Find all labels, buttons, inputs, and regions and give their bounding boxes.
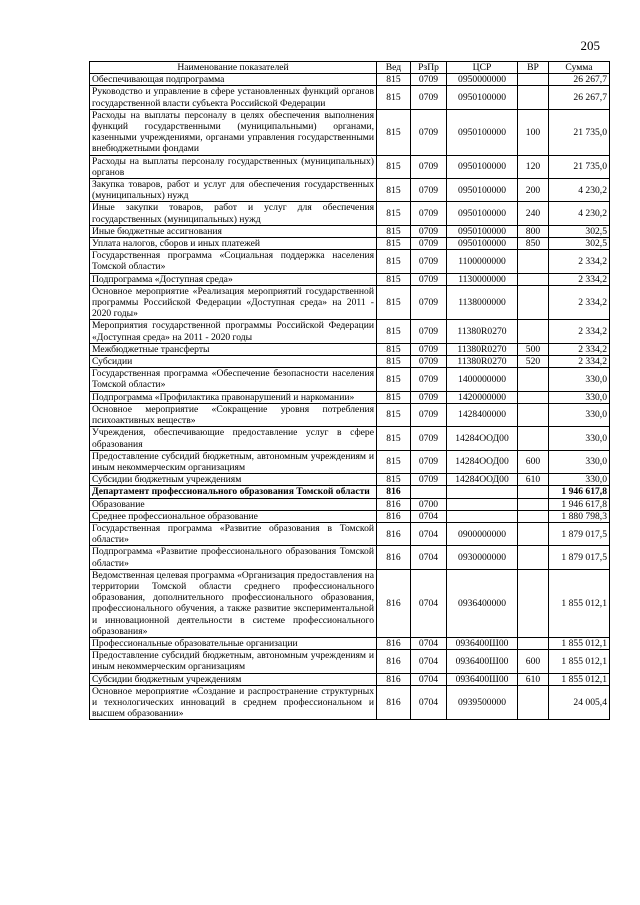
row-ved: 815 [377, 356, 411, 368]
row-ved: 816 [377, 510, 411, 522]
row-csr: 0950100000 [447, 238, 518, 250]
row-name: Подпрограмма «Доступная среда» [90, 273, 377, 285]
row-sum: 21 735,0 [549, 109, 610, 155]
row-sum: 2 334,2 [549, 320, 610, 343]
row-csr: 1100000000 [447, 250, 518, 273]
row-ved: 815 [377, 368, 411, 391]
row-sum: 1 855 012,1 [549, 569, 610, 637]
row-csr: 0936400Ш00 [447, 637, 518, 649]
row-csr: 0950100000 [447, 109, 518, 155]
row-sum: 24 005,4 [549, 685, 610, 720]
row-sum: 2 334,2 [549, 250, 610, 273]
row-rzpr: 0709 [411, 343, 447, 355]
row-csr: 1428400000 [447, 403, 518, 426]
table-row [90, 522, 610, 545]
row-rzpr: 0709 [411, 273, 447, 285]
row-vr: 200 [518, 179, 549, 202]
header-vr: ВР [518, 62, 549, 74]
row-vr: 520 [518, 356, 549, 368]
row-sum: 26 267,7 [549, 74, 610, 86]
table-row [90, 673, 610, 685]
table-row [90, 285, 610, 320]
table-row [90, 569, 610, 637]
row-name: Государственная программа «Социальная поддержка населения Томской области» [90, 250, 377, 273]
row-rzpr: 0709 [411, 320, 447, 343]
row-rzpr: 0700 [411, 498, 447, 510]
row-ved: 816 [377, 546, 411, 569]
row-rzpr: 0709 [411, 285, 447, 320]
row-csr: 11380R0270 [447, 320, 518, 343]
row-ved: 816 [377, 522, 411, 545]
table-row [90, 320, 610, 343]
row-csr [447, 510, 518, 522]
table-row [90, 637, 610, 649]
row-vr: 850 [518, 238, 549, 250]
row-ved: 816 [377, 673, 411, 685]
row-vr [518, 74, 549, 86]
row-name: Иные закупки товаров, работ и услуг для обеспечения государственных (муниципальных) нужд [90, 202, 377, 225]
table-row [90, 650, 610, 673]
row-name: Образование [90, 498, 377, 510]
row-ved: 815 [377, 474, 411, 486]
table-row [90, 155, 610, 178]
row-name: Среднее профессиональное образование [90, 510, 377, 522]
row-name: Учреждения, обеспечивающие предоставление услуг в сфере образования [90, 427, 377, 450]
row-ved: 815 [377, 86, 411, 109]
row-name: Закупка товаров, работ и услуг для обеспечения государственных (муниципальных) нужд [90, 179, 377, 202]
header-csr: ЦСР [447, 62, 518, 74]
row-name: Департамент профессионального образования Томской области [90, 486, 377, 498]
row-csr [447, 486, 518, 498]
table-row [90, 510, 610, 522]
row-vr [518, 569, 549, 637]
row-vr: 610 [518, 474, 549, 486]
header-ved: Вед [377, 62, 411, 74]
row-rzpr: 0704 [411, 685, 447, 720]
row-ved: 816 [377, 486, 411, 498]
table-row [90, 179, 610, 202]
row-ved: 815 [377, 155, 411, 178]
row-name: Подпрограмма «Профилактика правонарушений и наркомании» [90, 391, 377, 403]
row-rzpr: 0709 [411, 74, 447, 86]
table-row [90, 486, 610, 498]
row-rzpr: 0709 [411, 356, 447, 368]
row-name: Иные бюджетные ассигнования [90, 225, 377, 237]
row-rzpr: 0704 [411, 637, 447, 649]
row-vr [518, 403, 549, 426]
table-row [90, 86, 610, 109]
row-vr: 100 [518, 109, 549, 155]
row-ved: 815 [377, 238, 411, 250]
row-ved: 815 [377, 427, 411, 450]
table-row [90, 427, 610, 450]
row-vr: 610 [518, 673, 549, 685]
row-vr [518, 522, 549, 545]
row-name: Основное мероприятие «Создание и распространение структурных и технологических инноваций в среднем профессиональном и высшем образовании» [90, 685, 377, 720]
table-row [90, 368, 610, 391]
row-rzpr: 0709 [411, 179, 447, 202]
row-name: Субсидии бюджетным учреждениям [90, 474, 377, 486]
row-ved: 816 [377, 650, 411, 673]
row-vr [518, 250, 549, 273]
table-row [90, 498, 610, 510]
row-sum: 4 230,2 [549, 179, 610, 202]
row-name: Предоставление субсидий бюджетным, автономным учреждениям и иным некоммерческим организациям [90, 650, 377, 673]
row-sum: 26 267,7 [549, 86, 610, 109]
row-sum: 330,0 [549, 403, 610, 426]
table-row [90, 391, 610, 403]
row-name: Основное мероприятие «Реализация мероприятий государственной программы Российской Федерации «Доступная среда» на 2011 - 2020 годы» [90, 285, 377, 320]
row-rzpr: 0709 [411, 109, 447, 155]
header-name: Наименование показателей [90, 62, 377, 74]
row-vr [518, 368, 549, 391]
table-row [90, 546, 610, 569]
row-sum: 330,0 [549, 427, 610, 450]
table-body [90, 74, 610, 720]
row-sum: 1 855 012,1 [549, 650, 610, 673]
row-ved: 815 [377, 202, 411, 225]
row-csr: 14284ООД00 [447, 450, 518, 473]
row-vr [518, 285, 549, 320]
row-name: Основное мероприятие «Сокращение уровня потребления психоактивных веществ» [90, 403, 377, 426]
page-number: 205 [580, 38, 600, 53]
row-sum: 330,0 [549, 450, 610, 473]
table-row [90, 450, 610, 473]
row-ved: 816 [377, 637, 411, 649]
row-rzpr: 0709 [411, 391, 447, 403]
row-ved: 815 [377, 250, 411, 273]
row-ved: 816 [377, 685, 411, 720]
row-ved: 815 [377, 225, 411, 237]
row-name: Ведомственная целевая программа «Организация предоставления на территории Томской области среднего профессионального образования, дополнительного профессионального образования, профессионального обучения, а также развитие экспериментальной и инновационной деятельности в системе профессионального образования» [90, 569, 377, 637]
row-vr: 800 [518, 225, 549, 237]
row-sum: 2 334,2 [549, 343, 610, 355]
row-vr: 600 [518, 450, 549, 473]
row-name: Государственная программа «Развитие образования в Томской области» [90, 522, 377, 545]
row-name: Руководство и управление в сфере установленных функций органов государственной власти субъекта Российской Федерации [90, 86, 377, 109]
row-name: Расходы на выплаты персоналу в целях обеспечения выполнения функций государственными (муниципальными) органами, казенными учреждениями, органами управления государственными внебюджетными фондами [90, 109, 377, 155]
row-name: Профессиональные образовательные организации [90, 637, 377, 649]
row-csr: 0950100000 [447, 155, 518, 178]
row-sum: 2 334,2 [549, 356, 610, 368]
row-rzpr: 0704 [411, 522, 447, 545]
row-rzpr: 0709 [411, 202, 447, 225]
row-csr: 0900000000 [447, 522, 518, 545]
row-csr: 1420000000 [447, 391, 518, 403]
row-name: Межбюджетные трансферты [90, 343, 377, 355]
table-row [90, 250, 610, 273]
row-vr: 500 [518, 343, 549, 355]
row-vr: 240 [518, 202, 549, 225]
row-name: Расходы на выплаты персоналу государственных (муниципальных) органов [90, 155, 377, 178]
row-ved: 816 [377, 498, 411, 510]
row-vr: 600 [518, 650, 549, 673]
row-name: Государственная программа «Обеспечение безопасности населения Томской области» [90, 368, 377, 391]
row-rzpr: 0704 [411, 650, 447, 673]
row-ved: 815 [377, 320, 411, 343]
table-row [90, 343, 610, 355]
row-csr: 1138000000 [447, 285, 518, 320]
row-name: Уплата налогов, сборов и иных платежей [90, 238, 377, 250]
table-row [90, 238, 610, 250]
row-ved: 816 [377, 569, 411, 637]
row-vr [518, 320, 549, 343]
row-ved: 815 [377, 403, 411, 426]
row-vr [518, 391, 549, 403]
row-rzpr: 0709 [411, 474, 447, 486]
row-csr: 0936400Ш00 [447, 673, 518, 685]
row-sum: 2 334,2 [549, 273, 610, 285]
row-csr: 0950000000 [447, 74, 518, 86]
row-ved: 815 [377, 450, 411, 473]
header-sum: Сумма [549, 62, 610, 74]
row-ved: 815 [377, 343, 411, 355]
row-sum: 1 946 617,8 [549, 486, 610, 498]
row-rzpr: 0709 [411, 450, 447, 473]
row-rzpr: 0709 [411, 368, 447, 391]
row-rzpr: 0704 [411, 569, 447, 637]
row-sum: 1 946 617,8 [549, 498, 610, 510]
row-rzpr: 0704 [411, 546, 447, 569]
row-sum: 21 735,0 [549, 155, 610, 178]
table-row [90, 109, 610, 155]
row-rzpr: 0709 [411, 403, 447, 426]
row-rzpr [411, 486, 447, 498]
row-csr: 0930000000 [447, 546, 518, 569]
row-rzpr: 0709 [411, 155, 447, 178]
row-csr: 0936400000 [447, 569, 518, 637]
row-csr: 0936400Ш00 [447, 650, 518, 673]
row-rzpr: 0709 [411, 225, 447, 237]
row-csr: 0950100000 [447, 179, 518, 202]
table-row [90, 202, 610, 225]
row-ved: 815 [377, 179, 411, 202]
row-ved: 815 [377, 109, 411, 155]
row-csr: 14284ООД00 [447, 427, 518, 450]
row-rzpr: 0709 [411, 86, 447, 109]
row-csr: 14284ООД00 [447, 474, 518, 486]
row-vr: 120 [518, 155, 549, 178]
table-row [90, 403, 610, 426]
row-sum: 330,0 [549, 474, 610, 486]
row-vr [518, 546, 549, 569]
row-name: Предоставление субсидий бюджетным, автономным учреждениям и иным некоммерческим организациям [90, 450, 377, 473]
row-csr: 0950100000 [447, 86, 518, 109]
row-ved: 815 [377, 285, 411, 320]
row-vr [518, 498, 549, 510]
row-vr [518, 86, 549, 109]
row-sum: 1 879 017,5 [549, 546, 610, 569]
table-row [90, 474, 610, 486]
row-sum: 1 880 798,3 [549, 510, 610, 522]
row-csr: 1400000000 [447, 368, 518, 391]
row-csr: 11380R0270 [447, 356, 518, 368]
row-sum: 2 334,2 [549, 285, 610, 320]
row-rzpr: 0709 [411, 427, 447, 450]
table-row [90, 685, 610, 720]
budget-table [89, 61, 610, 720]
row-sum: 1 879 017,5 [549, 522, 610, 545]
row-name: Подпрограмма «Развитие профессионального образования Томской области» [90, 546, 377, 569]
row-csr: 0950100000 [447, 225, 518, 237]
row-ved: 815 [377, 273, 411, 285]
row-sum: 1 855 012,1 [549, 673, 610, 685]
row-sum: 1 855 012,1 [549, 637, 610, 649]
table-row [90, 225, 610, 237]
row-csr [447, 498, 518, 510]
row-csr: 0950100000 [447, 202, 518, 225]
row-name: Обеспечивающая подпрограмма [90, 74, 377, 86]
row-vr [518, 427, 549, 450]
table-row [90, 356, 610, 368]
row-rzpr: 0709 [411, 250, 447, 273]
row-vr [518, 273, 549, 285]
row-sum: 330,0 [549, 391, 610, 403]
row-csr: 1130000000 [447, 273, 518, 285]
row-vr [518, 685, 549, 720]
row-vr [518, 486, 549, 498]
row-rzpr: 0709 [411, 238, 447, 250]
row-name: Мероприятия государственной программы Российской Федерации «Доступная среда» на 2011 - 2020 годы [90, 320, 377, 343]
row-sum: 302,5 [549, 225, 610, 237]
header-rzpr: РзПр [411, 62, 447, 74]
row-csr: 11380R0270 [447, 343, 518, 355]
row-sum: 330,0 [549, 368, 610, 391]
row-csr: 0939500000 [447, 685, 518, 720]
table-row [90, 74, 610, 86]
row-ved: 815 [377, 74, 411, 86]
row-sum: 302,5 [549, 238, 610, 250]
row-name: Субсидии [90, 356, 377, 368]
row-name: Субсидии бюджетным учреждениям [90, 673, 377, 685]
row-sum: 4 230,2 [549, 202, 610, 225]
table-header-row [90, 62, 610, 74]
row-ved: 815 [377, 391, 411, 403]
row-vr [518, 637, 549, 649]
row-rzpr: 0704 [411, 673, 447, 685]
row-vr [518, 510, 549, 522]
row-rzpr: 0704 [411, 510, 447, 522]
table-row [90, 273, 610, 285]
